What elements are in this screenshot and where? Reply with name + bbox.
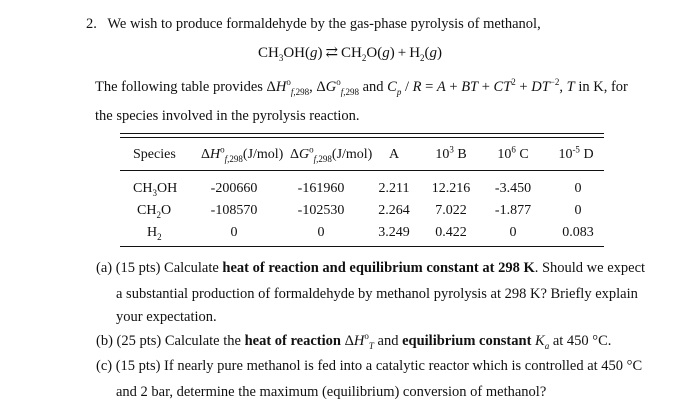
header-species: Species [133,147,176,162]
table-rule-header [120,170,604,171]
cell-c: -1.877 [494,203,532,218]
header-a: A [388,147,400,162]
question-c-line-2: and 2 bar, determine the maximum (equilibrium) conversion of methanol? [116,384,547,400]
question-a-line-2: a substantial production of formaldehyde by methanol pyrolysis at 298 K? Briefly explain [116,286,638,302]
header-dg: $\Delta G^o_{f,298}(J/mol)$ [290,144,373,164]
question-b: (b) (25 pts) Calculate the heat of reaction $\Delta H^o_T$ and equilibrium constant $K_a$ at 450 °C. [96,331,612,351]
cell-d: 0 [574,181,582,196]
cell-dh: -108570 [210,203,258,218]
row-species: $CH_2O$ [137,203,172,220]
cell-a: 2.264 [378,203,410,218]
intro-line-2: the species involved in the pyrolysis reaction. [95,108,360,124]
intro-line-1: The following table provides $\Delta H^o_{f,298}$, $\Delta G^o_{f,298}$ and $C_p / R = A$ + BT + $CT^2 + DT^{-2}$, T in K, for [95,77,628,97]
problem-number: 2. [86,16,97,32]
cell-b: 0.422 [435,225,467,240]
reaction-equation: $CH_3OH(g)$ ⇄ $CH_2O(g) + H_2(g)$ [257,45,443,63]
cell-dg: -161960 [297,181,345,196]
cell-a: 3.249 [378,225,410,240]
cell-dh: 0 [230,225,238,240]
header-b: $10^3$ B [435,144,467,162]
question-c: (c) (15 pts) If nearly pure methanol is fed into a catalytic reactor which is controlled at 450 °C [96,358,643,374]
cell-b: 7.022 [435,203,467,218]
cell-b: 12.216 [431,181,471,196]
table-rule-top [120,133,604,134]
header-d: $10^{-5}$ D [558,144,594,162]
question-a: (a) (15 pts) Calculate heat of reaction and equilibrium constant at 298 K. Should we expect [96,260,646,276]
table-rule-bottom [120,246,604,247]
cell-dg: -102530 [297,203,345,218]
problem-statement [86,16,541,33]
problem-text: We wish to produce formaldehyde by the gas-phase pyrolysis of methanol, [107,16,541,32]
cell-d: 0.083 [562,225,594,240]
row-species: $CH_3OH$ [133,181,178,198]
header-c: $10^6$ C [497,144,529,162]
question-a-line-3: your expectation. [116,309,217,325]
cell-dg: 0 [317,225,325,240]
cell-d: 0 [574,203,582,218]
row-species: $H_2$ [147,225,162,242]
properties-table [120,133,604,251]
table-rule-top-double [120,137,604,138]
cell-c: -3.450 [494,181,532,196]
cell-a: 2.211 [378,181,410,196]
header-dh: $\Delta H^o_{f,298}(J/mol)$ [201,144,284,164]
cell-dh: -200660 [210,181,258,196]
cell-c: 0 [509,225,517,240]
